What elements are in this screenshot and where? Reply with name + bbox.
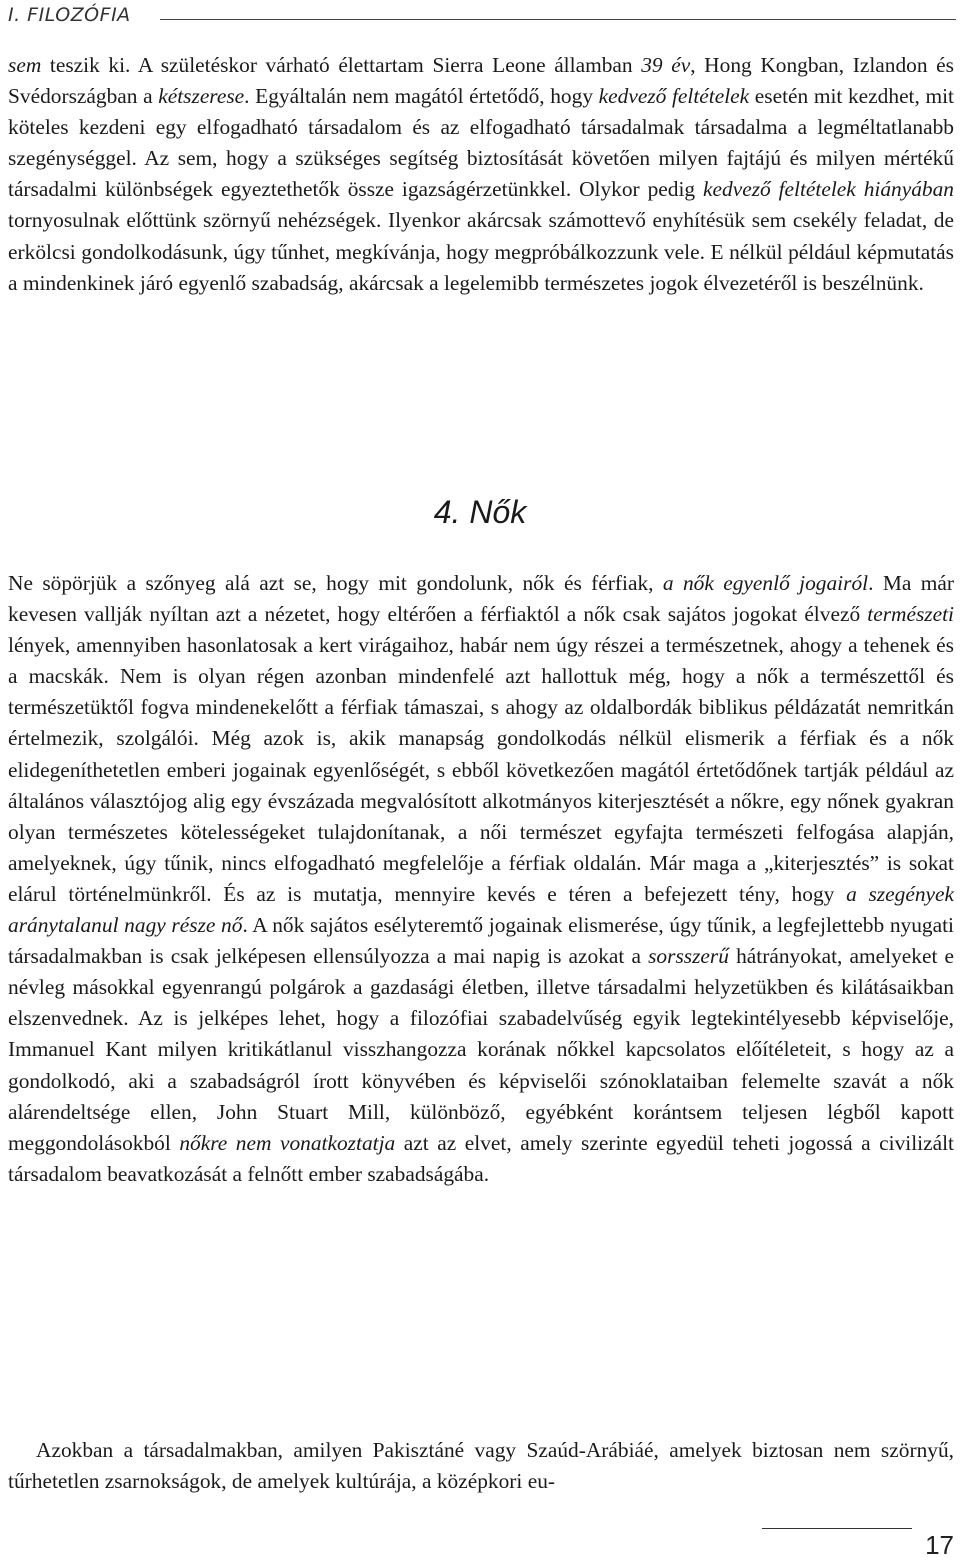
header-rule (160, 19, 956, 20)
page-number: 17 (925, 1530, 954, 1560)
italic-text-run: a nők egyenlő jogairól (662, 571, 869, 595)
italic-text-run: a szegények aránytalanul nagy része nő (8, 881, 954, 938)
text-run: teszik ki. A születéskor várható élettartam Sierra Leone államban (41, 53, 642, 77)
paragraph-3 (8, 1435, 954, 1497)
running-head-title: I. FILOZÓFIA (8, 4, 137, 26)
italic-text-run: sem (8, 53, 42, 77)
text-run: azt az elvet, amely szerinte egyedül teheti jogossá a civilizált társadalom beavatkozását a felnőtt ember szabadságába. (8, 1130, 954, 1186)
italic-text-run: természeti (867, 602, 954, 627)
italic-text-run: nőkre nem vonatkoztatja (179, 1130, 396, 1155)
italic-text-run: sorsszerű (648, 944, 729, 969)
running-head (8, 4, 956, 28)
italic-text-run: kétszerese (158, 84, 245, 109)
text-run: Ne söpörjük a szőnyeg alá azt se, hogy mit gondolunk, nők és férfiak, (8, 571, 663, 595)
footer-rule (762, 1528, 912, 1529)
paragraph-1 (8, 50, 954, 299)
text-run: lények, amennyiben hasonlatosak a kert virágaihoz, habár nem úgy részei a természetnek, ahogy a tehenek és a macskák. Nem is olyan régen azonban mindenfelé azt hallottuk még, hogy a nők a természettől és természetüktől fogva mindenekelőtt a férfiak támaszai, s ahogy az oldalbordák biblikus példázatát nemritkán értelmezik, szolgálói. Még azok is, akik manapság gondolkodás nélkül elismerik a férfiak és a nők elidegeníthetetlen emberi jogainak egyenlőségét, s ebből következően magától értetődőnek tartják például az általános választójog alig egy évszázada megvalósított alkotmányos kiterjesztését a nőkre, egy nőnek gyakran olyan természetes kötelességeket tulajdonítanak, a női természet egyfajta természeti felfogása alapján, amelyeknek, úgy tűnik, nincs elfogadható megfelelője a férfiak oldalán. Már maga a „kiterjesztés” is sokat elárul történelmünkről. És az is mutatja, mennyire kevés e téren a befejezett tény, hogy (8, 633, 954, 906)
section-heading: 4. Nők (433, 494, 527, 530)
text-run: Azokban a társadalmakban, amilyen Pakisztáné vagy Szaúd-Arábiáé, amelyek biztosan nem szörnyű, tűrhetetlen zsarnokságok, de amelyek kultúrája, a középkori eu- (8, 1438, 954, 1494)
italic-text-run: kedvező feltételek (598, 84, 750, 109)
italic-text-run: kedvező feltételek hiányában (703, 177, 954, 202)
paragraph-2 (8, 568, 954, 1190)
text-run: . Ma már kevesen vallják nyíltan azt a nézetet, hogy eltérően a férfiaktól a nők csak sajátos jogokat élvező (8, 571, 954, 627)
italic-text-run: 39 év (641, 53, 691, 77)
text-run: esetén mit kezdhet, mit köteles kezdeni egy elfogadható társadalom és az elfogadható társadalmak társadalma a legméltatlanabb szegénységgel. Az sem, hogy a szükséges segítség biztosítását követően milyen fajtájú és milyen mértékű társadalmi különbségek egyeztethetők össze igazságérzetünkkel. Olykor pedig (8, 84, 954, 202)
text-run: tornyosulnak előttünk szörnyű nehézségek. Ilyenkor akárcsak számottevő enyhítésük sem csekély feladat, de erkölcsi gondolkodásunk, úgy tűnhet, megkívánja, hogy megpróbálkozzunk vele. E nélkül például képmutatás a mindenkinek járó egyenlő szabadság, akárcsak a legelemibb természetes jogok élvezetéről is beszélnünk. (8, 208, 954, 295)
text-run: hátrányokat, amelyeket e névleg másokkal egyenrangú polgárok a gazdasági életben, illetve társadalmi helyzetükben és kilátásaikban elszenvednek. Az is jelképes lehet, hogy a filozófiai szabadelvűség egyik legtekintélyesebb képviselője, Immanuel Kant milyen kritikátlanul visszhangozza korának nőkkel kapcsolatos előítéleteit, s hogy az a gondolkodó, aki a szabadságról írott könyvében és képviselői szónoklataiban felemelte szavát a nők alárendeltsége ellen, John Stuart Mill, különböző, egyébként korántsem teljesen légből kapott meggondolásokból (8, 944, 954, 1155)
text-run: , Hong Kongban, Izlandon és Svédországban a (8, 53, 954, 109)
text-run: . Egyáltalán nem magától értetődő, hogy (244, 84, 599, 109)
text-run: . A nők sajátos esélyteremtő jogainak elismerése, úgy tűnik, a legfejlettebb nyugati társadalmakban is csak jelképesen ellensúlyozza a mai napig is azokat a (8, 913, 954, 969)
